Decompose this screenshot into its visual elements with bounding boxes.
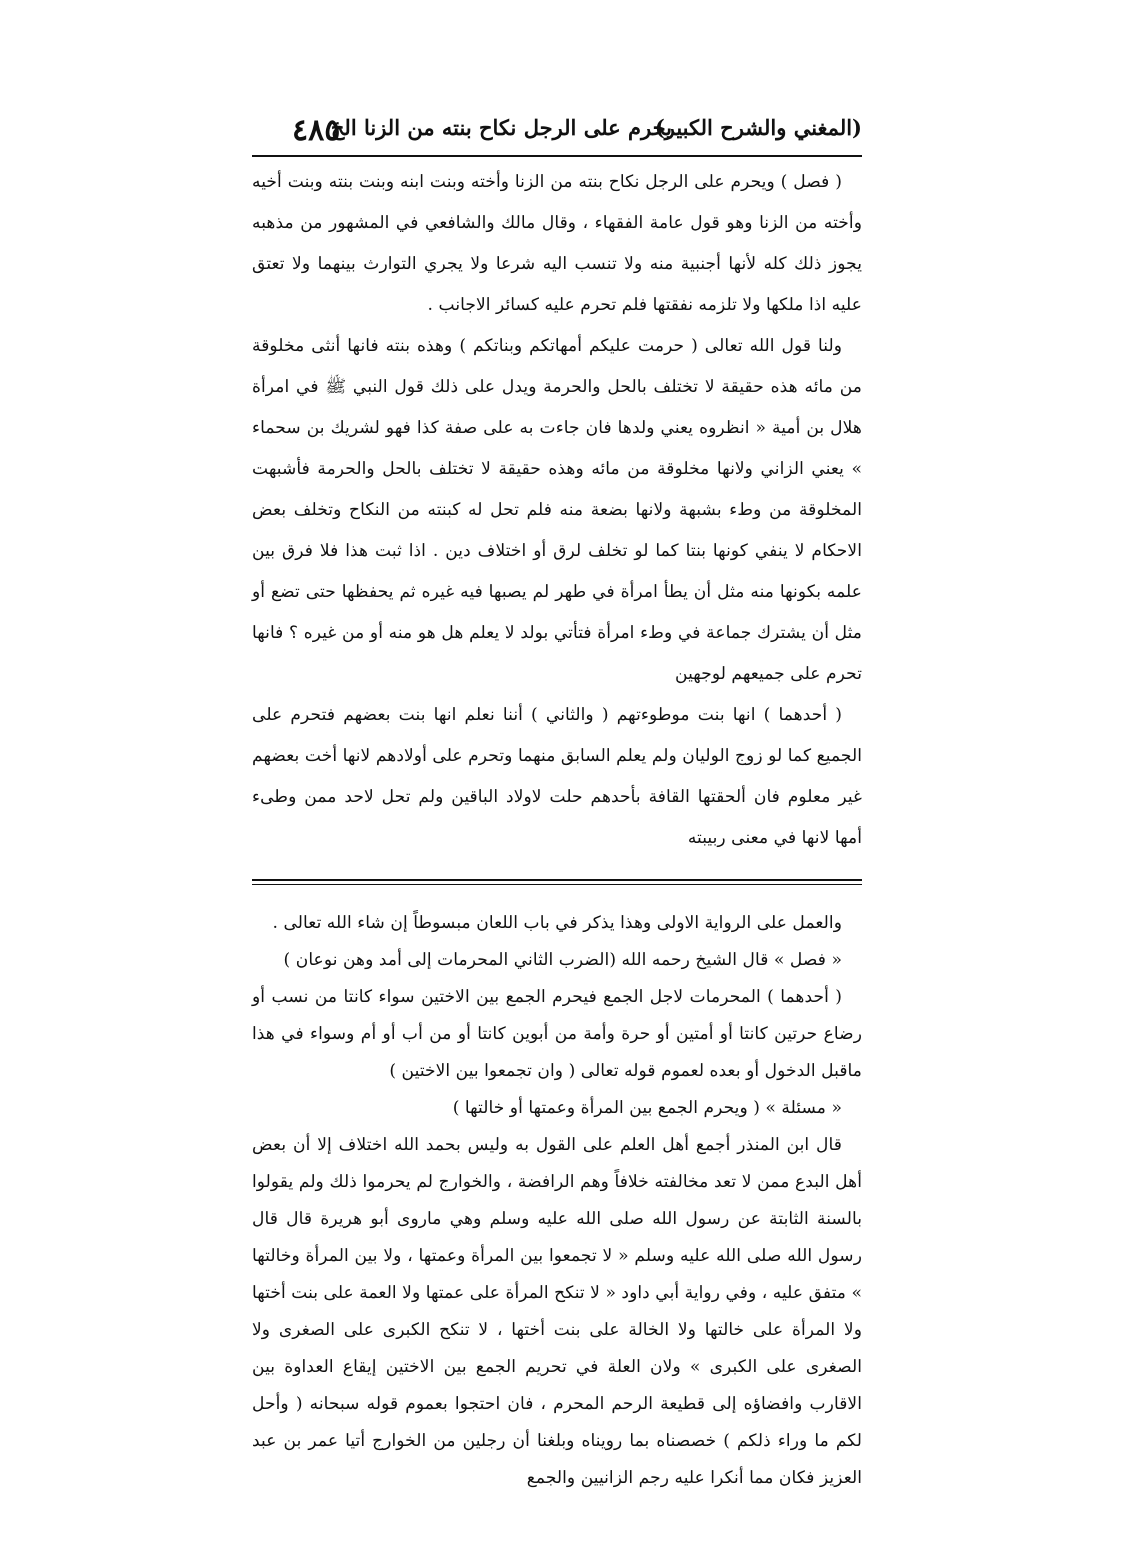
paragraph: « مسئلة » ( ويحرم الجمع بين المرأة وعمتها أو خالتها ) <box>452 1098 842 1118</box>
paragraph: ولنا قول الله تعالى ( حرمت عليكم أمهاتكم وبناتكم ) وهذه بنته فانها أنثى مخلوقة من مائه هذه حقيقة لا تختلف بالحل والحرمة ويدل على ذلك قول النبي ﷺ في امرأة هلال بن أمية « انظروه يعني ولدها فان جاءت به على صفة كذا فهو لشريك بن سحماء » يعني الزاني ولانها مخلوقة من مائه وهذه حقيقة لا تختلف بالحل والحرمة فأشبهت المخلوقة من وطء بشبهة ولانها بضعة منه فلم تحل له كبنته من النكاح وتخلف بعض الاحكام لا ينفي كونها بنتا كما لو تخلف لرق أو اختلاف دين . اذا ثبت هذا فلا فرق بين علمه بكونها منه مثل أن يطأ امرأة في طهر لم يصبها فيه غيره ثم يحفظها حتى تضع أو مثل أن يشترك جماعة في وطء امرأة فتأتي بولد لا يعلم هل هو منه أو من غيره ؟ فانها تحرم على جميعهم لوجهين <box>252 336 862 684</box>
commentary-text <box>252 905 862 1497</box>
paragraph: قال ابن المنذر أجمع أهل العلم على القول به وليس بحمد الله اختلاف إلا أن بعض أهل البدع ممن لا تعد مخالفته خلافاً وهم الرافضة ، والخوارج لم يحرموا ذلك ولم يقولوا بالسنة الثابتة عن رسول الله صلى الله عليه وسلم وهي ماروى أبو هريرة قال قال رسول الله صلى الله عليه وسلم « لا تجمعوا بين المرأة وعمتها ، ولا بين المرأة وخالتها » متفق عليه ، وفي رواية أبي داود « لا تنكح المرأة على عمتها ولا العمة على بنت أختها ولا المرأة على خالتها ولا الخالة على بنت أختها ، لا تنكح الكبرى على الصغرى ولا الصغرى على الكبرى » ولان العلة في تحريم الجمع بين الاختين إيقاع العداوة بين الاقارب وافضاؤه إلى قطيعة الرحم المحرم ، فان احتجوا بعموم قوله سبحانه ( وأحل لكم ما وراء ذلكم ) خصصناه بما رويناه وبلغنا أن رجلين من الخوارج أتيا عمر بن عبد العزيز فكان مما أنكرا عليه رجم الزانيين والجمع <box>252 1135 862 1488</box>
paragraph: ( أحدهما ) المحرمات لاجل الجمع فيحرم الجمع بين الاختين سواء كانتا من نسب أو رضاع حرتين كانتا أو أمتين أو حرة وأمة من أبوين كانتا أو من أب أو أم وسواء في هذا ماقبل الدخول أو بعده لعموم قوله تعالى ( وان تجمعوا بين الاختين ) <box>252 987 862 1081</box>
book-page <box>252 105 862 1505</box>
divider-rule <box>252 879 862 881</box>
section-divider <box>252 879 862 887</box>
page-number: ٤٨٥ <box>292 113 341 148</box>
paragraph: ( أحدهما ) انها بنت موطوءتهم ( والثاني ) أننا نعلم انها بنت بعضهم فتحرم على الجميع كما لو زوج الوليان ولم يعلم السابق منهما وتحرم على أولادهم لانها أخت بعضهم غير معلوم فان ألحقتها القافة بأحدهم حلت لاولاد الباقين ولم تحل لاحد ممن وطىء أمها لانها في معنى ربيبته <box>252 705 862 848</box>
running-head: يحرم على الرجل نكاح بنته من الزنا الخ <box>330 115 672 140</box>
paragraph: والعمل على الرواية الاولى وهذا يذكر في باب اللعان مبسوطاً إن شاء الله تعالى . <box>272 913 842 933</box>
page-header <box>252 105 862 157</box>
divider-rule <box>252 884 862 885</box>
paragraph: « فصل » قال الشيخ رحمه الله (الضرب الثاني المحرمات إلى أمد وهن نوعان ) <box>283 950 842 970</box>
main-text <box>252 162 862 859</box>
book-title: (المغني والشرح الكبير) <box>654 115 862 140</box>
paragraph: ( فصل ) ويحرم على الرجل نكاح بنته من الزنا وأخته وبنت ابنه وبنت بنته وبنت أخيه وأخته من الزنا وهو قول عامة الفقهاء ، وقال مالك والشافعي في المشهور من مذهبه يجوز ذلك كله لأنها أجنبية منه ولا تنسب اليه شرعا ولا يجري التوارث بينهما ولا تعتق عليه اذا ملكها ولا تلزمه نفقتها فلم تحرم عليه كسائر الاجانب . <box>252 172 862 315</box>
